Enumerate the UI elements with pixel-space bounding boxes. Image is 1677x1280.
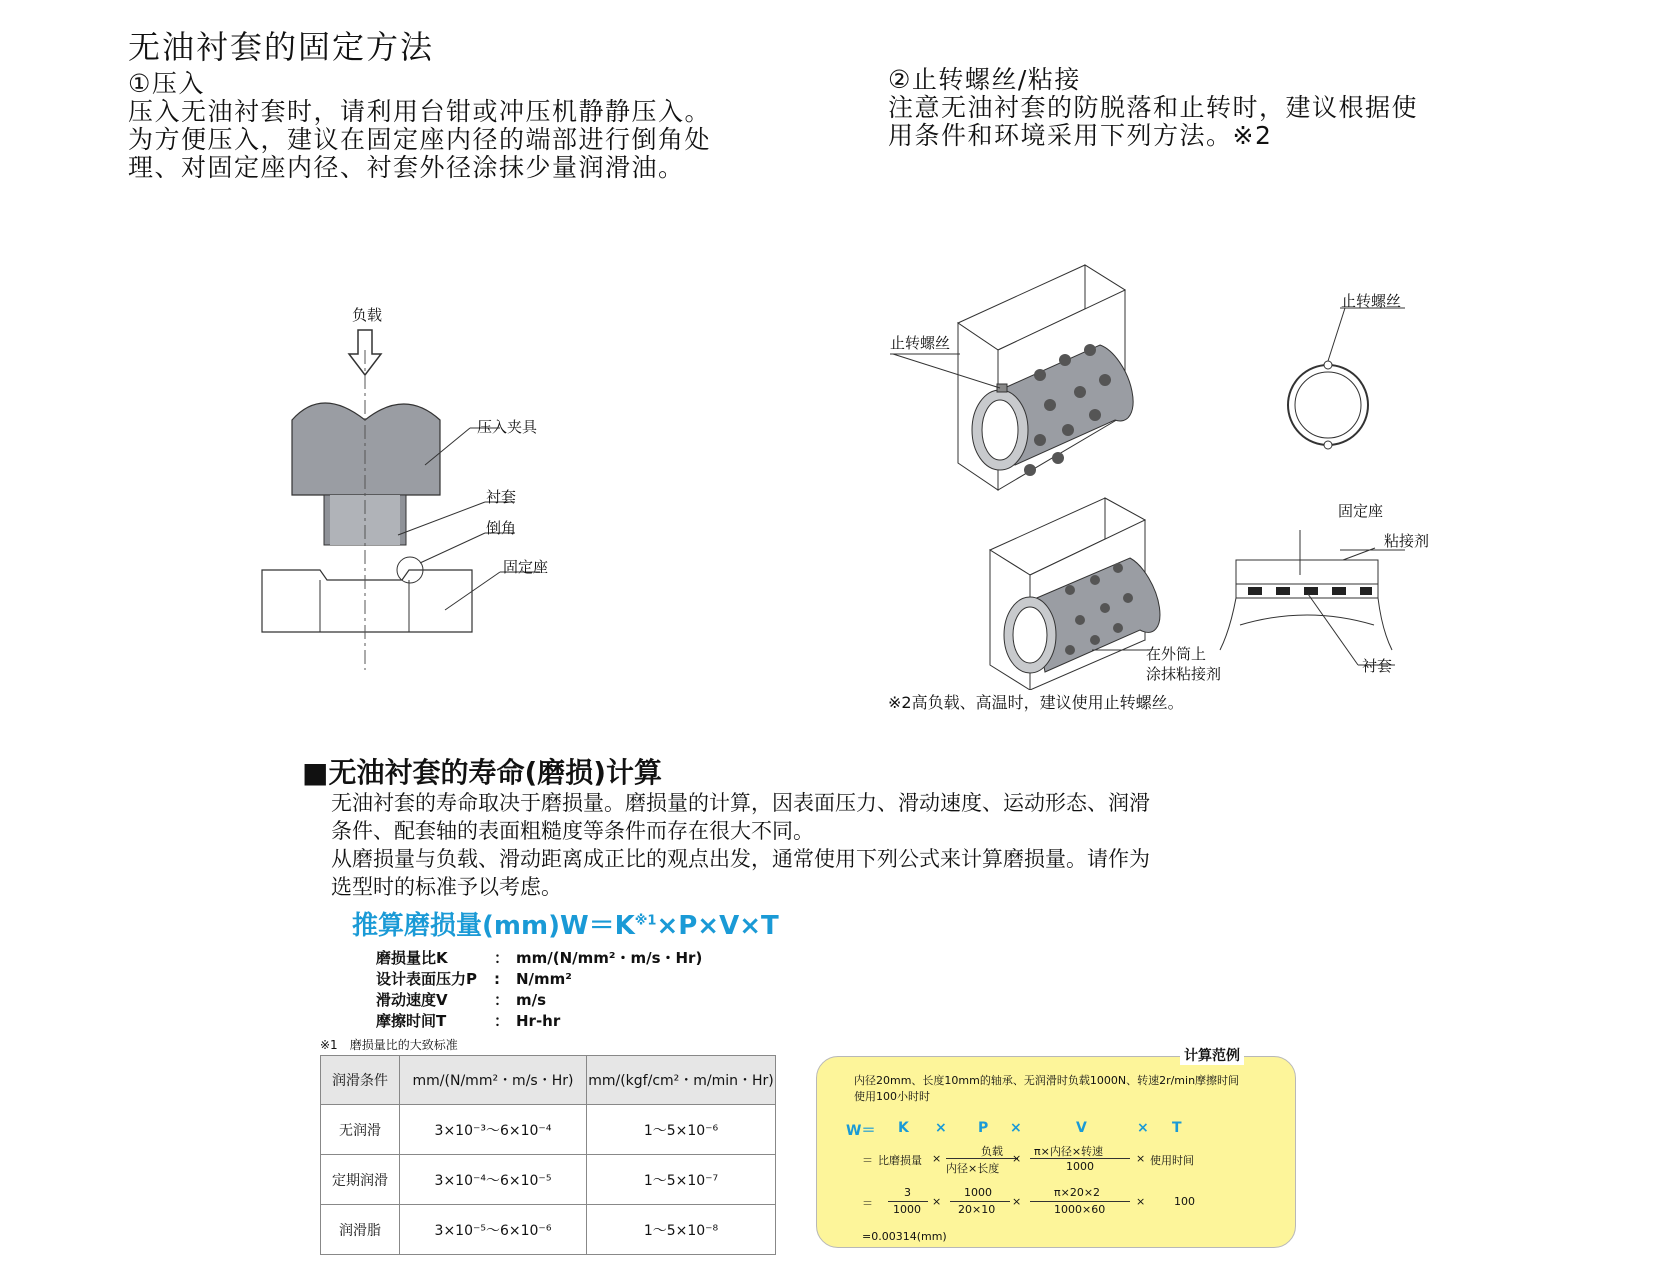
definition-row [376, 1011, 702, 1032]
def-name: 摩擦时间T [376, 1012, 447, 1030]
screw-note: ※2高负载、高温时，建议使用止转螺丝。 [888, 693, 1184, 712]
table-row [321, 1155, 776, 1205]
calc-x: × [1136, 1195, 1146, 1208]
table-cell: 定期润滑 [321, 1155, 400, 1205]
table-header-row [321, 1056, 776, 1105]
calc-eq: ＝ [862, 1154, 873, 1167]
def-colon: : [494, 970, 500, 988]
calc-t: T [1172, 1120, 1182, 1136]
label-apply-2: 涂抹粘接剂 [1146, 665, 1222, 683]
body-line: 选型时的标准予以考虑。 [331, 875, 562, 899]
calc-den: 20×10 [958, 1203, 996, 1216]
def-name: 滑动速度V [376, 991, 448, 1009]
table-cell: 1〜5×10⁻⁸ [587, 1205, 776, 1255]
wear-ratio-table [320, 1055, 776, 1255]
calc-den: 内径×长度 [946, 1162, 1000, 1175]
calc-num: π×20×2 [1054, 1186, 1101, 1199]
label-chamfer: 倒角 [486, 519, 517, 537]
screw-heading: ②止转螺丝/粘接 [888, 65, 1081, 94]
calc-desc: 使用100小时时 [854, 1090, 930, 1103]
calc-x: × [1012, 1152, 1022, 1165]
calc-k: K [898, 1120, 909, 1136]
wear-formula [352, 905, 779, 942]
table-header: 润滑条件 [321, 1056, 400, 1105]
press-heading: ①压入 [128, 69, 205, 98]
calc-x: × [1136, 1152, 1146, 1165]
calc-title: 计算范例 [1180, 1045, 1244, 1065]
formula-sup: ※1 [634, 913, 657, 929]
fraction-bar [1030, 1201, 1130, 1202]
table-cell: 1〜5×10⁻⁶ [587, 1105, 776, 1155]
life-section-title: ■无油衬套的寿命(磨损)计算 [302, 756, 663, 789]
table-cell: 无润滑 [321, 1105, 400, 1155]
fraction-bar [888, 1201, 928, 1202]
calc-time: 使用时间 [1150, 1154, 1194, 1167]
table-cell: 3×10⁻⁴〜6×10⁻⁵ [400, 1155, 587, 1205]
label-bushing-2: 衬套 [1362, 657, 1393, 675]
label-seat-2: 固定座 [1338, 502, 1384, 520]
table-row [321, 1105, 776, 1155]
def-colon: ： [494, 991, 510, 1009]
table-cell: 润滑脂 [321, 1205, 400, 1255]
calc-num: π×内径×转速 [1034, 1145, 1104, 1158]
press-line: 为方便压入，建议在固定座内径的端部进行倒角处 [128, 125, 712, 154]
label-apply-1: 在外筒上 [1146, 645, 1207, 663]
calc-num: 1000 [964, 1186, 992, 1199]
definition-row [376, 969, 702, 990]
calc-x: × [935, 1120, 947, 1136]
screw-line: 注意无油衬套的防脱落和止转时，建议根据使 [888, 93, 1419, 122]
calc-result: =0.00314(mm) [862, 1230, 947, 1243]
table-header: mm/(N/mm²・m/s・Hr) [400, 1056, 587, 1105]
life-section-body [331, 789, 1150, 901]
footnote-1: ※1 磨损量比的大致标准 [320, 1038, 458, 1052]
body-line: 从磨损量与负载、滑动距离成正比的观点出发，通常使用下列公式来计算磨损量。请作为 [331, 847, 1150, 871]
calc-x: × [932, 1152, 942, 1165]
table-cell: 3×10⁻³〜6×10⁻⁴ [400, 1105, 587, 1155]
label-fixture: 压入夹具 [477, 418, 538, 436]
press-jig [292, 403, 440, 495]
section-title: 无油衬套的固定方法 [128, 28, 435, 66]
calc-den: 1000 [893, 1203, 921, 1216]
def-name: 设计表面压力P [376, 970, 477, 988]
formula-suffix: ×P×V×T [656, 911, 779, 941]
press-text-block [128, 70, 711, 182]
anti-rotation-diagram [880, 260, 1460, 690]
calc-x: × [1137, 1120, 1149, 1136]
calc-p: P [978, 1120, 989, 1136]
seat-part [262, 570, 472, 632]
press-fit-diagram [250, 290, 570, 680]
table-header: mm/(kgf/cm²・m/min・Hr) [587, 1056, 776, 1105]
label-bushing: 衬套 [486, 488, 517, 506]
label-screw-left: 止转螺丝 [890, 334, 951, 352]
label-adhesive: 粘接剂 [1384, 532, 1430, 550]
formula-definitions [376, 948, 702, 1032]
calc-x: × [1010, 1120, 1022, 1136]
table-row [321, 1205, 776, 1255]
def-colon: ： [494, 949, 510, 967]
body-line: 无油衬套的寿命取决于磨损量。磨损量的计算，因表面压力、滑动速度、运动形态、润滑 [331, 791, 1150, 815]
definition-row [376, 990, 702, 1011]
formula-prefix: 推算磨损量(mm)W＝K [352, 911, 635, 941]
screw-text-block [888, 66, 1418, 150]
calc-eq: ＝ [862, 1197, 873, 1210]
def-unit: Hr-hr [516, 1012, 561, 1030]
calc-num: 3 [904, 1186, 911, 1199]
calc-x: × [932, 1195, 942, 1208]
def-unit: mm/(N/mm²・m/s・Hr) [516, 949, 703, 967]
press-line: 理、对固定座内径、衬套外径涂抹少量润滑油。 [128, 153, 685, 182]
calc-den: 1000×60 [1054, 1203, 1106, 1216]
screw-line: 用条件和环境采用下列方法。※2 [888, 121, 1273, 150]
calc-num: 负载 [981, 1145, 1003, 1158]
calc-x: × [1012, 1195, 1022, 1208]
calc-ratio: 比磨损量 [878, 1154, 922, 1167]
calc-v: V [1076, 1120, 1087, 1136]
def-unit: N/mm² [516, 970, 572, 988]
def-unit: m/s [516, 991, 547, 1009]
label-screw-right: 止转螺丝 [1341, 292, 1402, 310]
fraction-bar [950, 1201, 1010, 1202]
def-colon: ： [494, 1012, 510, 1030]
body-line: 条件、配套轴的表面粗糙度等条件而存在很大不同。 [331, 819, 814, 843]
table-cell: 1〜5×10⁻⁷ [587, 1155, 776, 1205]
calc-desc: 内径20mm、长度10mm的轴承、无润滑时负载1000N、转速2r/min摩擦时间 [854, 1074, 1240, 1087]
def-name: 磨损量比K [376, 949, 448, 967]
calc-w: W＝ [846, 1123, 876, 1139]
definition-row [376, 948, 702, 969]
label-load: 负载 [352, 306, 383, 324]
press-line: 压入无油衬套时，请利用台钳或冲压机静静压入。 [128, 97, 712, 126]
label-seat: 固定座 [503, 558, 549, 576]
fraction-bar [946, 1158, 1018, 1159]
table-cell: 3×10⁻⁵〜6×10⁻⁶ [400, 1205, 587, 1255]
calc-n100: 100 [1174, 1195, 1195, 1208]
fraction-bar [1030, 1158, 1130, 1159]
calc-den: 1000 [1066, 1160, 1094, 1173]
